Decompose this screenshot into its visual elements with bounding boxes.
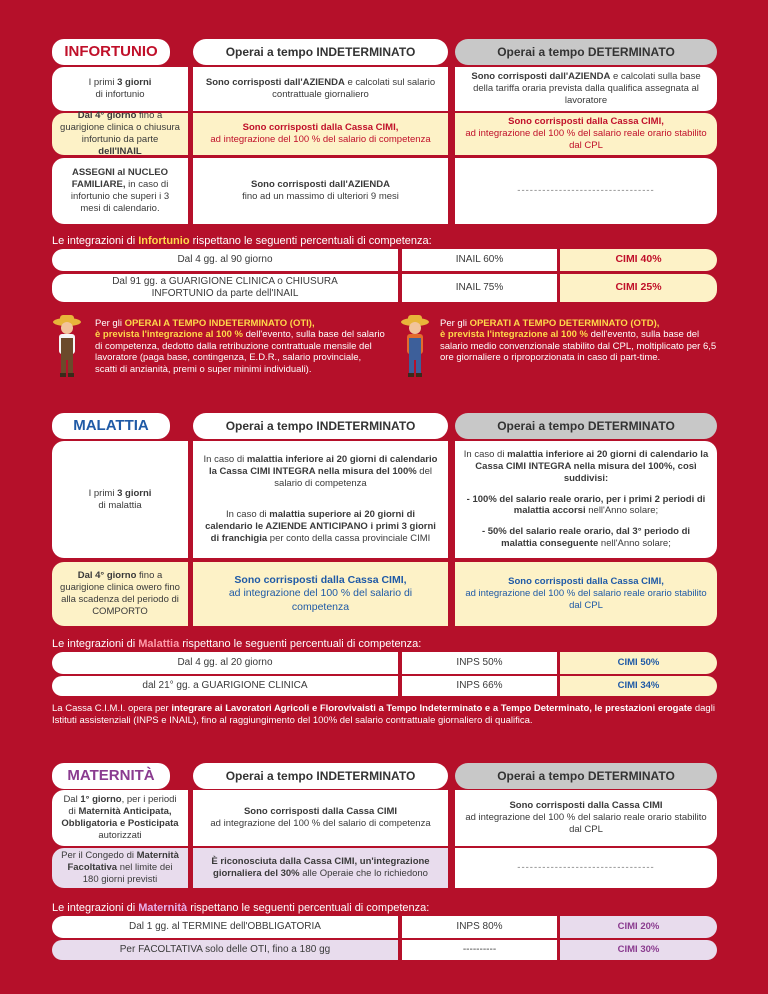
maternita-pct2-label: Per FACOLTATIVA solo delle OTI, fino a 180 gg [52,940,398,960]
infortunio-row3-ind: Sono corrisposti dall'AZIENDA fino ad un massimo di ulteriori 9 mesi [193,158,448,224]
maternita-pct1-label: Dal 1 gg. al TERMINE dell'OBBLIGATORIA [52,916,398,938]
infortunio-pct2-inst: INAIL 75% [402,274,557,302]
note-oti: Per gli OPERAI A TEMPO INDETERMINATO (OTI), è prevista l'integrazione al 100 % dell'evento, sulla base del salario di competenza, dedotto dalla retribuzione contrattuale mensile del lavoratore (paga base, contingenza, E.D.R., salario provinciale, scatti di anzianità, premi o super minimi individuali). [95,318,385,375]
malattia-pct1-label: Dal 4 gg. al 20 giorno [52,652,398,674]
malattia-pct1-inst: INPS 50% [402,652,557,674]
infortunio-row2-ind: Sono corrisposti dalla Cassa CIMI, ad integrazione del 100 % del salario di competenza [193,113,448,155]
infortunio-pct2-cimi: CIMI 25% [560,274,717,302]
section-tag-maternita: MATERNITÀ [52,763,170,789]
malattia-footer: La Cassa C.I.M.I. opera per integrare ai Lavoratori Agricoli e Florovivaisti a Tempo Indeterminato e a Tempo Determinato, le prestazioni erogate dagli Istituti assistenziali (INPS e INAIL), fino al raggiungimento del 100% del salario contrattuale giornaliero di qualifica. [52,703,715,726]
farmer-icon [52,313,82,379]
infortunio-row1-det: Sono corrisposti dall'AZIENDA e calcolati sulla base della tariffa oraria prevista dalla qualifica assegnata al lavoratore [455,67,717,111]
note-otd: Per gli OPERATI A TEMPO DETERMINATO (OTD), è prevista l'integrazione al 100 % dell'evento, sulla base del salario medio convenzionale stabilito dal CPL, moltiplicato per 6,5 ore giornaliere o riproporzionata in caso di part-time. [440,318,717,364]
malattia-pct2-inst: INPS 66% [402,676,557,696]
maternita-row1-det: Sono corrisposti dalla Cassa CIMI ad integrazione del 100 % del salario reale orario stabilito dal CPL [455,790,717,846]
farmer-icon [400,313,430,379]
malattia-pct2-label: dal 21° gg. a GUARIGIONE CLINICA [52,676,398,696]
malattia-pct1-cimi: CIMI 50% [560,652,717,674]
infortunio-row3-label: ASSEGNI al NUCLEO FAMILIARE, in caso di infortunio che superi i 3 mesi di calendario. [52,158,188,224]
malattia-pct2-cimi: CIMI 34% [560,676,717,696]
section-tag-malattia: MALATTIA [52,413,170,439]
malattia-row2-det: Sono corrisposti dalla Cassa CIMI, ad integrazione del 100 % del salario reale orario stabilito dal CPL [455,562,717,626]
maternita-intro: Le integrazioni di Maternità rispettano le seguenti percentuali di competenza: [52,902,430,914]
infortunio-row3-det: --------------------------------- [455,158,717,224]
maternita-pct1-inst: INPS 80% [402,916,557,938]
maternita-row1-ind: Sono corrisposti dalla Cassa CIMI ad integrazione del 100 % del salario di competenza [193,790,448,846]
header-indeterminato: Operai a tempo INDETERMINATO [193,39,448,65]
infortunio-intro: Le integrazioni di Infortunio rispettano le seguenti percentuali di competenza: [52,235,432,247]
infortunio-row2-label: Dal 4° giorno fino a guarigione clinica o chiusura infortunio da parte dell'INAIL [52,113,188,155]
infortunio-row2-det: Sono corrisposti dalla Cassa CIMI, ad integrazione del 100 % del salario reale orario stabilito dal CPL [455,113,717,155]
header-determinato: Operai a tempo DETERMINATO [455,413,717,439]
maternita-pct2-inst: ---------- [402,940,557,960]
header-indeterminato: Operai a tempo INDETERMINATO [193,413,448,439]
header-determinato: Operai a tempo DETERMINATO [455,763,717,789]
infortunio-pct1-label: Dal 4 gg. al 90 giorno [52,249,398,271]
maternita-pct2-cimi: CIMI 30% [560,940,717,960]
malattia-row1-label: I primi 3 giorni di malattia [52,441,188,558]
malattia-row1-det: In caso di malattia inferiore ai 20 giorni di calendario la Cassa CIMI INTEGRA nella misura del 100%, così suddivisi: - 100% del salario reale orario, per i primi 2 periodi di malattia accorsi nell'Anno solare; - 50% del salario reale orario, dal 3° periodo di malattia conseguente nell'Anno solare; [455,441,717,558]
header-determinato: Operai a tempo DETERMINATO [455,39,717,65]
malattia-row1-ind: In caso di malattia inferiore ai 20 giorni di calendario la Cassa CIMI INTEGRA nella misura del 100% del salario di competenza In caso di malattia superiore ai 20 giorni di calendario le AZIENDE ANTICIPANO i primi 3 giorni di franchigia per conto della cassa provinciale CIMI [193,441,448,558]
section-tag-infortunio: INFORTUNIO [52,39,170,65]
infortunio-pct1-cimi: CIMI 40% [560,249,717,271]
infortunio-row1-ind: Sono corrisposti dall'AZIENDA e calcolati sul salario contrattuale giornaliero [193,67,448,111]
maternita-row1-label: Dal 1° giorno, per i periodi di Maternità Anticipata, Obbligatoria e Posticipata autorizzati [52,790,188,846]
maternita-row2-label: Per il Congedo di Maternità Facoltativa nel limite dei 180 giorni previsti [52,848,188,888]
malattia-row2-label: Dal 4° giorno fino a guarigione clinica owero fino alla scadenza del periodo di COMPORTO [52,562,188,626]
header-indeterminato: Operai a tempo INDETERMINATO [193,763,448,789]
infortunio-pct1-inst: INAIL 60% [402,249,557,271]
infortunio-pct2-label: Dal 91 gg. a GUARIGIONE CLINICA o CHIUSURA INFORTUNIO da parte dell'INAIL [52,274,398,302]
infortunio-row1-label: I primi 3 giorni di infortunio [52,67,188,111]
malattia-row2-ind: Sono corrisposti dalla Cassa CIMI, ad integrazione del 100 % del salario di competenza [193,562,448,626]
maternita-pct1-cimi: CIMI 20% [560,916,717,938]
malattia-intro: Le integrazioni di Malattia rispettano le seguenti percentuali di competenza: [52,638,422,650]
maternita-row2-ind: È riconosciuta dalla Cassa CIMI, un'integrazione giornaliera del 30% alle Operaie che lo richiedono [193,848,448,888]
maternita-row2-det: --------------------------------- [455,848,717,888]
